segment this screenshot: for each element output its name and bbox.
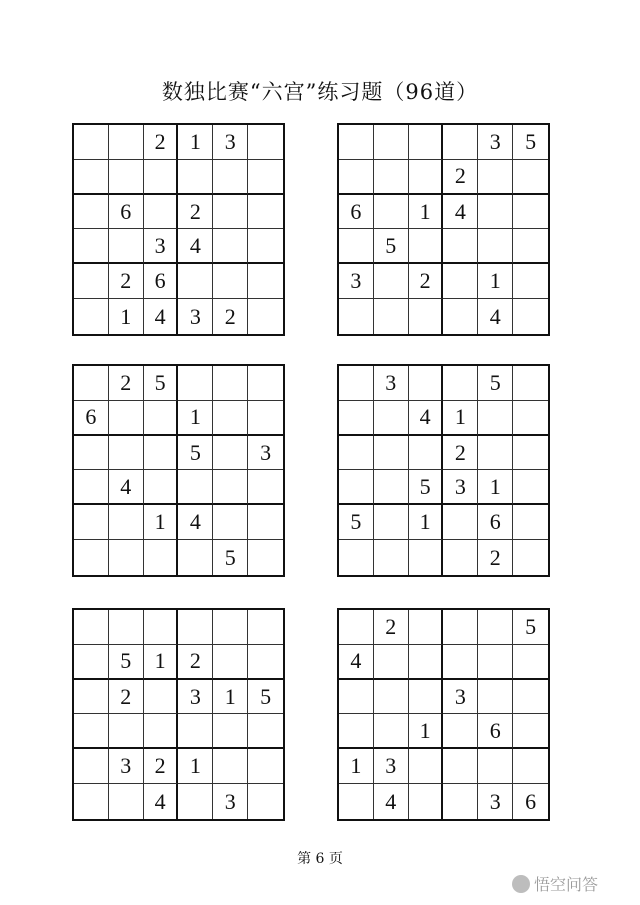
sudoku-cell: 5	[248, 680, 283, 715]
sudoku-cell	[178, 366, 213, 401]
sudoku-cell	[339, 160, 374, 195]
sudoku-cell: 1	[144, 505, 179, 540]
sudoku-cell	[248, 160, 283, 195]
sudoku-cell: 1	[178, 401, 213, 436]
sudoku-cell	[409, 299, 444, 334]
sudoku-cell	[513, 299, 548, 334]
sudoku-cell	[374, 299, 409, 334]
sudoku-cell	[443, 714, 478, 749]
sudoku-cell	[409, 160, 444, 195]
sudoku-cell	[213, 229, 248, 264]
wukong-logo-icon	[512, 875, 530, 893]
sudoku-cell	[513, 505, 548, 540]
sudoku-cell	[513, 645, 548, 680]
sudoku-cell: 1	[109, 299, 144, 334]
sudoku-cell	[443, 749, 478, 784]
watermark-text: 悟空问答	[534, 875, 599, 894]
sudoku-cell	[478, 195, 513, 230]
sudoku-cell	[339, 470, 374, 505]
sudoku-grid-2	[337, 123, 550, 336]
sudoku-cell: 1	[478, 264, 513, 299]
sudoku-cell	[374, 125, 409, 160]
sudoku-cell	[339, 714, 374, 749]
sudoku-cell	[213, 610, 248, 645]
sudoku-cell	[409, 645, 444, 680]
sudoku-cell	[339, 366, 374, 401]
sudoku-cell	[74, 645, 109, 680]
sudoku-cell	[513, 470, 548, 505]
sudoku-cell	[478, 610, 513, 645]
sudoku-cell	[513, 749, 548, 784]
sudoku-cell	[374, 436, 409, 471]
sudoku-cell	[178, 610, 213, 645]
sudoku-cell	[443, 505, 478, 540]
sudoku-cell	[248, 264, 283, 299]
sudoku-cell	[248, 401, 283, 436]
sudoku-cell	[74, 195, 109, 230]
sudoku-cell	[513, 436, 548, 471]
sudoku-cell: 2	[443, 160, 478, 195]
sudoku-cell	[74, 125, 109, 160]
sudoku-cell: 6	[478, 505, 513, 540]
sudoku-cell	[248, 610, 283, 645]
sudoku-cell	[513, 366, 548, 401]
sudoku-cell	[248, 470, 283, 505]
sudoku-cell: 1	[443, 401, 478, 436]
sudoku-cell	[144, 436, 179, 471]
sudoku-cell: 3	[478, 784, 513, 819]
sudoku-cell	[178, 264, 213, 299]
sudoku-cell	[443, 366, 478, 401]
sudoku-cell: 6	[74, 401, 109, 436]
sudoku-cell	[213, 195, 248, 230]
sudoku-cell	[109, 610, 144, 645]
sudoku-cell	[374, 505, 409, 540]
sudoku-cell	[74, 784, 109, 819]
sudoku-cell: 2	[144, 125, 179, 160]
sudoku-cell	[513, 229, 548, 264]
sudoku-cell: 2	[178, 195, 213, 230]
sudoku-cell	[213, 749, 248, 784]
sudoku-cell	[109, 505, 144, 540]
sudoku-cell: 1	[409, 195, 444, 230]
sudoku-cell	[409, 540, 444, 575]
sudoku-cell	[213, 436, 248, 471]
sudoku-cell: 5	[178, 436, 213, 471]
sudoku-cell	[109, 784, 144, 819]
sudoku-cell	[144, 540, 179, 575]
sudoku-cell	[374, 540, 409, 575]
sudoku-cell	[144, 680, 179, 715]
sudoku-grid-3	[72, 364, 285, 577]
sudoku-cell	[513, 264, 548, 299]
sudoku-cell	[213, 714, 248, 749]
sudoku-cell	[74, 714, 109, 749]
sudoku-cell: 3	[248, 436, 283, 471]
sudoku-cell	[248, 366, 283, 401]
sudoku-cell	[74, 229, 109, 264]
sudoku-cell	[74, 366, 109, 401]
sudoku-cell	[213, 470, 248, 505]
sudoku-cell	[478, 401, 513, 436]
sudoku-cell: 2	[213, 299, 248, 334]
sudoku-cell	[374, 401, 409, 436]
sudoku-cell	[144, 714, 179, 749]
sudoku-cell: 1	[339, 749, 374, 784]
sudoku-cell	[409, 366, 444, 401]
sudoku-cell: 5	[478, 366, 513, 401]
sudoku-grid-5	[72, 608, 285, 821]
sudoku-cell: 2	[178, 645, 213, 680]
sudoku-cell: 3	[144, 229, 179, 264]
sudoku-cell: 4	[178, 229, 213, 264]
sudoku-cell: 6	[144, 264, 179, 299]
sudoku-cell	[144, 195, 179, 230]
sudoku-cell	[74, 470, 109, 505]
sudoku-cell	[409, 610, 444, 645]
sudoku-cell	[74, 749, 109, 784]
sudoku-cell: 3	[213, 784, 248, 819]
sudoku-cell: 6	[339, 195, 374, 230]
sudoku-cell	[248, 195, 283, 230]
sudoku-cell	[248, 540, 283, 575]
sudoku-cell: 2	[478, 540, 513, 575]
sudoku-cell: 3	[178, 299, 213, 334]
sudoku-cell	[339, 299, 374, 334]
sudoku-cell	[339, 610, 374, 645]
sudoku-cell: 4	[478, 299, 513, 334]
sudoku-cell	[213, 401, 248, 436]
sudoku-cell: 1	[409, 714, 444, 749]
sudoku-cell: 2	[374, 610, 409, 645]
sudoku-cell: 3	[339, 264, 374, 299]
sudoku-cell: 2	[144, 749, 179, 784]
sudoku-cell	[109, 160, 144, 195]
sudoku-cell	[409, 436, 444, 471]
sudoku-cell	[248, 505, 283, 540]
sudoku-cell	[478, 436, 513, 471]
sudoku-cell	[213, 160, 248, 195]
sudoku-cell	[374, 470, 409, 505]
sudoku-cell	[144, 160, 179, 195]
sudoku-cell	[213, 505, 248, 540]
sudoku-cell	[409, 680, 444, 715]
sudoku-cell: 4	[144, 784, 179, 819]
sudoku-cell: 3	[374, 366, 409, 401]
sudoku-cell: 4	[109, 470, 144, 505]
sudoku-cell	[478, 680, 513, 715]
sudoku-cell	[513, 401, 548, 436]
sudoku-cell: 2	[109, 264, 144, 299]
sudoku-cell: 5	[513, 125, 548, 160]
sudoku-cell: 5	[374, 229, 409, 264]
sudoku-cell: 3	[443, 470, 478, 505]
sudoku-cell: 5	[144, 366, 179, 401]
sudoku-cell	[443, 540, 478, 575]
sudoku-cell	[248, 645, 283, 680]
sudoku-cell: 4	[374, 784, 409, 819]
sudoku-cell	[443, 645, 478, 680]
sudoku-cell: 5	[339, 505, 374, 540]
sudoku-cell	[248, 714, 283, 749]
sudoku-cell	[74, 436, 109, 471]
sudoku-cell	[178, 784, 213, 819]
sudoku-cell	[339, 401, 374, 436]
sudoku-cell	[144, 401, 179, 436]
sudoku-cell	[74, 299, 109, 334]
sudoku-cell: 5	[109, 645, 144, 680]
sudoku-cell	[374, 264, 409, 299]
sudoku-cell	[178, 714, 213, 749]
sudoku-cell	[248, 229, 283, 264]
sudoku-cell	[478, 229, 513, 264]
sudoku-cell: 1	[178, 125, 213, 160]
sudoku-cell	[374, 680, 409, 715]
page-number: 第 6 页	[297, 851, 343, 867]
sudoku-cell	[144, 610, 179, 645]
sudoku-cell	[109, 436, 144, 471]
sudoku-cell: 2	[109, 366, 144, 401]
sudoku-cell	[339, 125, 374, 160]
sudoku-grid-1	[72, 123, 285, 336]
sudoku-cell	[478, 160, 513, 195]
sudoku-cell: 4	[178, 505, 213, 540]
sudoku-cell	[248, 784, 283, 819]
page-title: 数独比赛“六宫”练习题（96道）	[161, 80, 479, 104]
sudoku-cell: 5	[213, 540, 248, 575]
sudoku-cell: 3	[178, 680, 213, 715]
sudoku-cell	[74, 680, 109, 715]
sudoku-cell	[443, 299, 478, 334]
sudoku-cell	[248, 125, 283, 160]
sudoku-cell: 4	[443, 195, 478, 230]
sudoku-cell	[513, 195, 548, 230]
sudoku-cell	[478, 749, 513, 784]
sudoku-cell: 4	[144, 299, 179, 334]
sudoku-cell	[409, 229, 444, 264]
sudoku-cell	[339, 680, 374, 715]
sudoku-cell	[74, 610, 109, 645]
sudoku-cell: 3	[109, 749, 144, 784]
sudoku-cell: 1	[213, 680, 248, 715]
sudoku-cell: 4	[339, 645, 374, 680]
sudoku-cell	[374, 195, 409, 230]
sudoku-cell	[109, 229, 144, 264]
sudoku-cell	[409, 784, 444, 819]
sudoku-cell	[178, 470, 213, 505]
sudoku-cell: 3	[478, 125, 513, 160]
sudoku-cell: 2	[109, 680, 144, 715]
sudoku-cell	[374, 645, 409, 680]
sudoku-cell	[213, 366, 248, 401]
sudoku-cell	[74, 264, 109, 299]
sudoku-cell	[109, 714, 144, 749]
sudoku-cell	[443, 229, 478, 264]
sudoku-cell	[443, 610, 478, 645]
sudoku-cell	[443, 264, 478, 299]
sudoku-cell: 4	[409, 401, 444, 436]
sudoku-cell	[513, 160, 548, 195]
sudoku-cell	[213, 264, 248, 299]
sudoku-cell	[74, 160, 109, 195]
sudoku-cell	[144, 470, 179, 505]
sudoku-cell	[213, 645, 248, 680]
sudoku-cell: 2	[443, 436, 478, 471]
sudoku-cell	[443, 125, 478, 160]
sudoku-cell: 1	[409, 505, 444, 540]
sudoku-cell: 3	[443, 680, 478, 715]
sudoku-cell	[178, 160, 213, 195]
sudoku-cell	[478, 645, 513, 680]
sudoku-cell	[74, 505, 109, 540]
sudoku-cell	[409, 749, 444, 784]
sudoku-cell	[74, 540, 109, 575]
sudoku-cell	[248, 749, 283, 784]
sudoku-cell	[339, 540, 374, 575]
sudoku-cell	[109, 540, 144, 575]
sudoku-cell	[374, 714, 409, 749]
sudoku-cell: 6	[109, 195, 144, 230]
sudoku-cell: 1	[178, 749, 213, 784]
sudoku-cell: 6	[525, 788, 537, 814]
sudoku-cell	[109, 401, 144, 436]
sudoku-cell	[178, 540, 213, 575]
sudoku-cell	[109, 125, 144, 160]
sudoku-cell: 5	[409, 470, 444, 505]
sudoku-cell: 1	[478, 470, 513, 505]
sudoku-cell: 2	[409, 264, 444, 299]
sudoku-cell	[339, 436, 374, 471]
sudoku-cell	[339, 229, 374, 264]
sudoku-cell	[513, 680, 548, 715]
sudoku-cell	[513, 540, 548, 575]
sudoku-cell: 1	[144, 645, 179, 680]
sudoku-grid-4	[337, 364, 550, 577]
sudoku-cell	[339, 784, 374, 819]
watermark	[512, 872, 598, 895]
sudoku-cell	[374, 160, 409, 195]
sudoku-grid-6	[337, 608, 550, 821]
sudoku-cell: 5	[513, 610, 548, 645]
sudoku-cell	[409, 125, 444, 160]
sudoku-cell	[248, 299, 283, 334]
sudoku-cell: 3	[374, 749, 409, 784]
sudoku-cell	[513, 714, 548, 749]
sudoku-cell: 6	[478, 714, 513, 749]
sudoku-cell	[443, 784, 478, 819]
sudoku-cell: 3	[213, 125, 248, 160]
